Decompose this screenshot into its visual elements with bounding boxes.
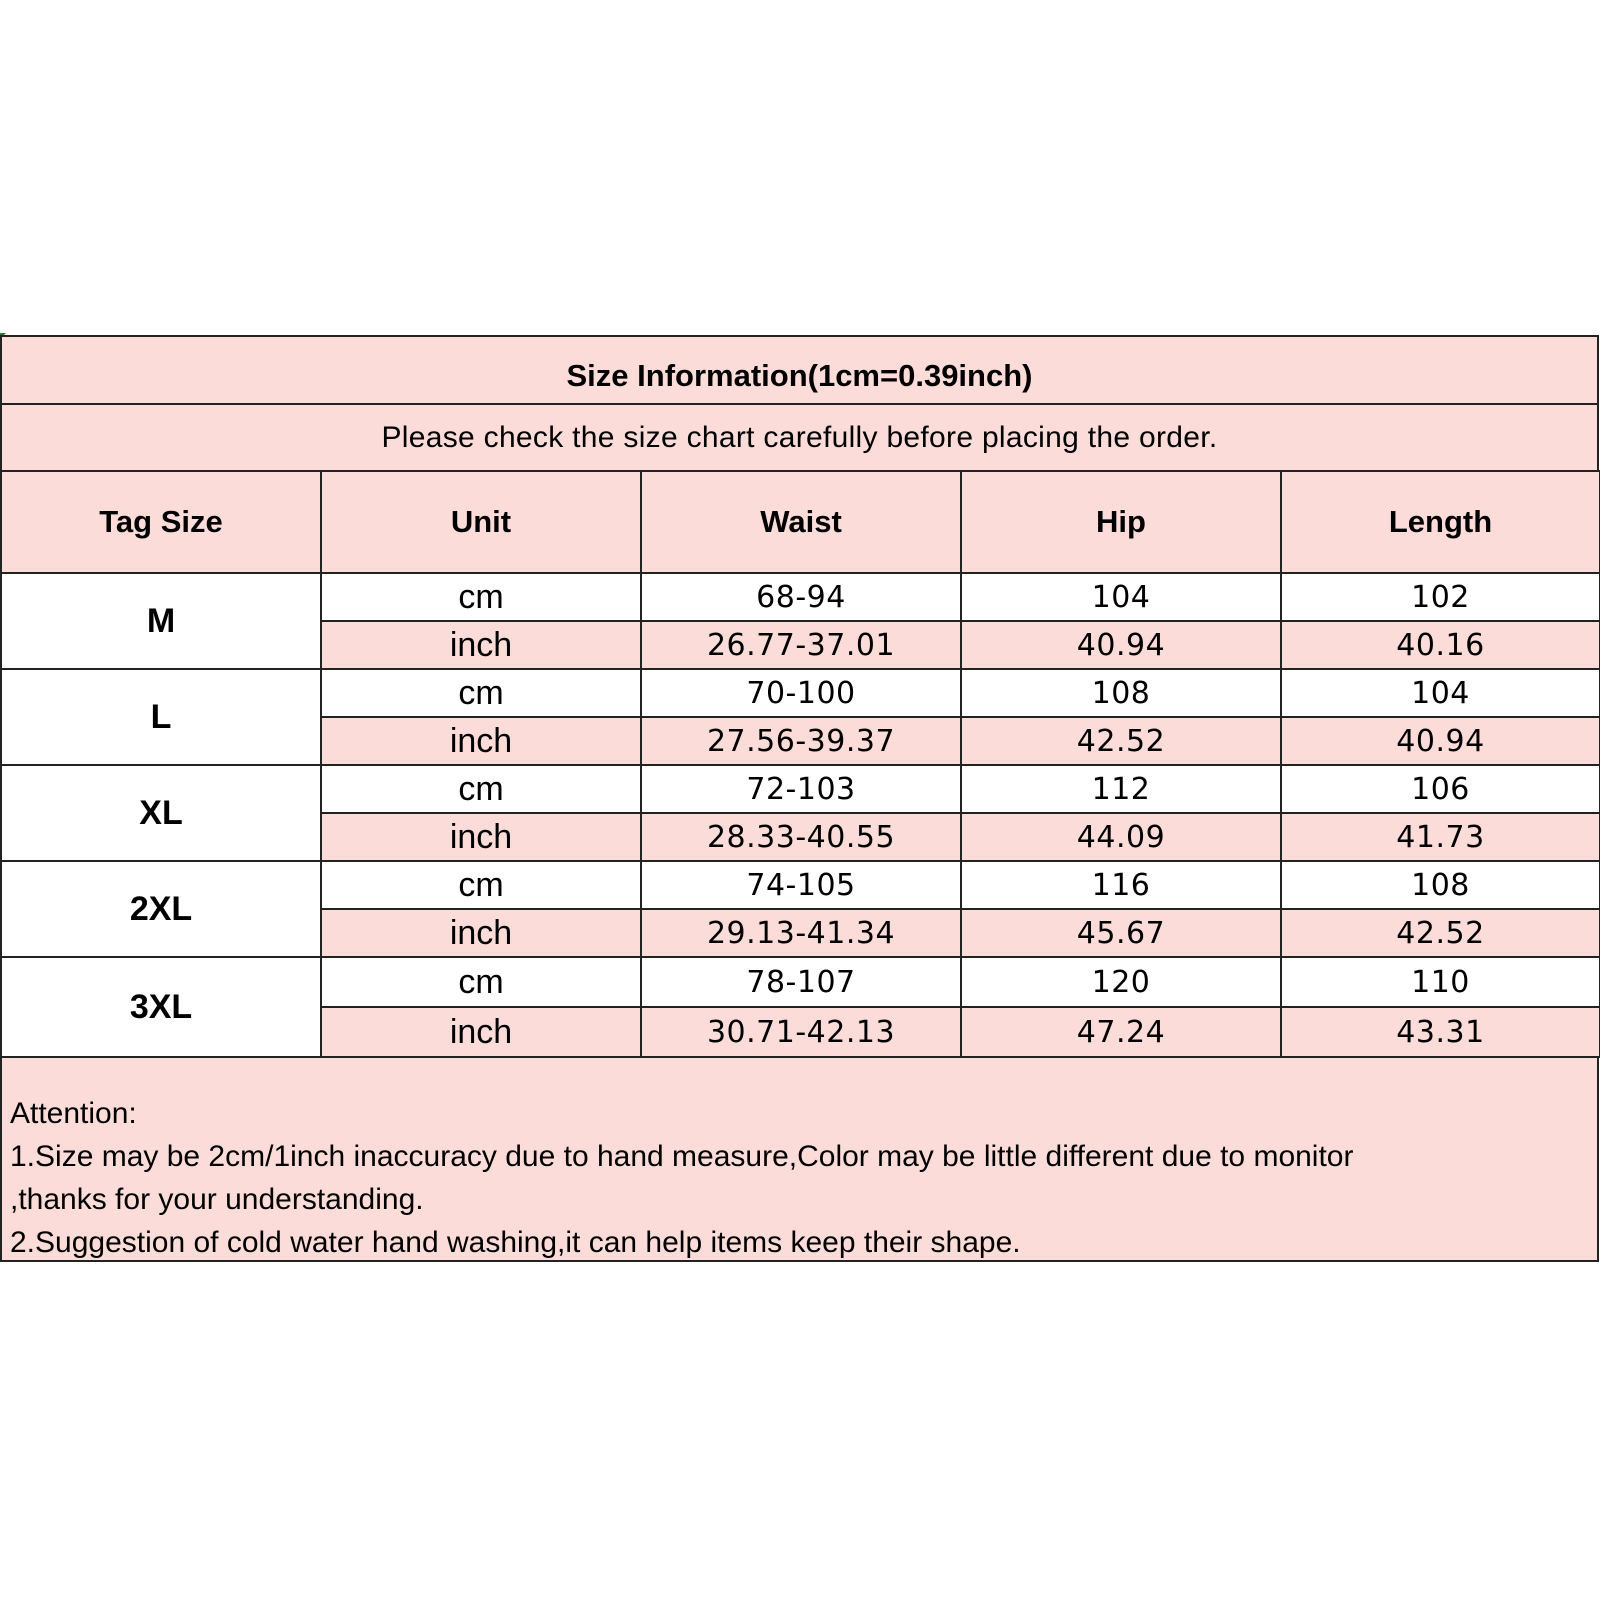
unit-cell: inch bbox=[321, 909, 641, 957]
size-label: XL bbox=[1, 765, 321, 861]
table-row bbox=[1, 765, 1600, 813]
length-cell: 106 bbox=[1281, 765, 1600, 813]
unit-cell: inch bbox=[321, 621, 641, 669]
waist-cell: 72-103 bbox=[641, 765, 961, 813]
note-line: 2.Suggestion of cold water hand washing,it can help items keep their shape. bbox=[10, 1226, 1021, 1259]
waist-cell: 74-105 bbox=[641, 861, 961, 909]
table-row bbox=[1, 957, 1600, 1007]
waist-cell: 70-100 bbox=[641, 669, 961, 717]
size-label: M bbox=[1, 573, 321, 669]
hip-cell: 112 bbox=[961, 765, 1281, 813]
header-row bbox=[1, 471, 1600, 573]
waist-cell: 26.77-37.01 bbox=[641, 621, 961, 669]
unit-cell: cm bbox=[321, 957, 641, 1007]
header-hip: Hip bbox=[961, 471, 1281, 573]
waist-cell: 78-107 bbox=[641, 957, 961, 1007]
waist-cell: 30.71-42.13 bbox=[641, 1007, 961, 1057]
hip-cell: 120 bbox=[961, 957, 1281, 1007]
waist-cell: 28.33-40.55 bbox=[641, 813, 961, 861]
unit-cell: inch bbox=[321, 813, 641, 861]
size-label: 2XL bbox=[1, 861, 321, 957]
size-table bbox=[0, 470, 1600, 1058]
unit-cell: cm bbox=[321, 573, 641, 621]
header-tag-size: Tag Size bbox=[1, 471, 321, 573]
header-unit: Unit bbox=[321, 471, 641, 573]
attention-notes bbox=[0, 1058, 1599, 1262]
length-cell: 110 bbox=[1281, 957, 1600, 1007]
unit-cell: cm bbox=[321, 765, 641, 813]
length-cell: 40.16 bbox=[1281, 621, 1600, 669]
table-row bbox=[1, 573, 1600, 621]
length-cell: 108 bbox=[1281, 861, 1600, 909]
hip-cell: 104 bbox=[961, 573, 1281, 621]
size-label: L bbox=[1, 669, 321, 765]
waist-cell: 68-94 bbox=[641, 573, 961, 621]
header-length: Length bbox=[1281, 471, 1600, 573]
table-row bbox=[1, 861, 1600, 909]
waist-cell: 29.13-41.34 bbox=[641, 909, 961, 957]
length-cell: 42.52 bbox=[1281, 909, 1600, 957]
hip-cell: 44.09 bbox=[961, 813, 1281, 861]
unit-cell: cm bbox=[321, 861, 641, 909]
hip-cell: 47.24 bbox=[961, 1007, 1281, 1057]
note-line: ,thanks for your understanding. bbox=[10, 1183, 424, 1216]
length-cell: 102 bbox=[1281, 573, 1600, 621]
length-cell: 40.94 bbox=[1281, 717, 1600, 765]
hip-cell: 40.94 bbox=[961, 621, 1281, 669]
length-cell: 104 bbox=[1281, 669, 1600, 717]
hip-cell: 116 bbox=[961, 861, 1281, 909]
notes-heading: Attention: bbox=[10, 1097, 137, 1130]
unit-cell: inch bbox=[321, 717, 641, 765]
unit-cell: inch bbox=[321, 1007, 641, 1057]
hip-cell: 108 bbox=[961, 669, 1281, 717]
size-label: 3XL bbox=[1, 957, 321, 1057]
hip-cell: 45.67 bbox=[961, 909, 1281, 957]
table-row bbox=[1, 669, 1600, 717]
length-cell: 43.31 bbox=[1281, 1007, 1600, 1057]
chart-subtitle: Please check the size chart carefully before placing the order. bbox=[0, 403, 1599, 470]
chart-title: Size Information(1cm=0.39inch) bbox=[0, 335, 1599, 403]
size-chart bbox=[0, 335, 1599, 1262]
note-line: 1.Size may be 2cm/1inch inaccuracy due to hand measure,Color may be little different due to monitor bbox=[10, 1140, 1354, 1173]
unit-cell: cm bbox=[321, 669, 641, 717]
header-waist: Waist bbox=[641, 471, 961, 573]
waist-cell: 27.56-39.37 bbox=[641, 717, 961, 765]
length-cell: 41.73 bbox=[1281, 813, 1600, 861]
hip-cell: 42.52 bbox=[961, 717, 1281, 765]
